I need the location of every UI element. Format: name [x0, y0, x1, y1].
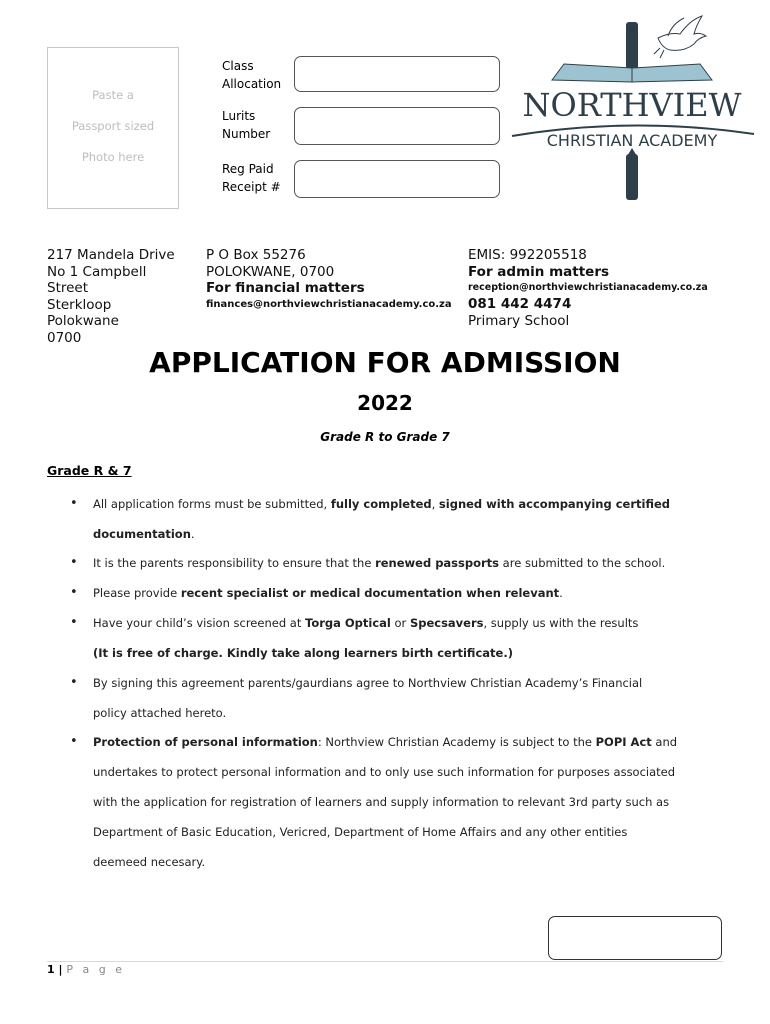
photo-placeholder [47, 47, 179, 209]
footer-divider [47, 961, 723, 962]
application-year: 2022 [357, 391, 413, 415]
photo-text-line: Paste a [92, 88, 134, 102]
class-allocation-label: Class Allocation [222, 59, 282, 91]
postal-address: P O Box 55276 POLOKWANE, 0700 For financial matters finances@northviewchristianacademy.co.za [206, 247, 452, 313]
logo-emblem-icon [508, 8, 758, 203]
reg-paid-receipt-label: Reg Paid Receipt # [222, 162, 281, 194]
reception-email[interactable]: reception@northviewchristianacademy.co.za [468, 282, 708, 293]
grade-range: Grade R to Grade 7 [320, 430, 450, 444]
lurits-number-label: Lurits Number [222, 109, 271, 141]
photo-text-line: Passport sized [71, 119, 155, 133]
requirements-list: • All application forms must be submitted, fully completed, signed with accompanying certified documentation. • It is the parents responsibility to ensure that the renewed passports are submitted to the school. • Please provide recent specialist or medical documentation when relevant. • Have your child’s vision screened at Torga Optical or Specsavers, supply us with the results (It is free of charge. Kindly take along learners birth certificate.) • By signing this agreement parents/gaurdians agree to Northview Christian Academy’s Financial policy attached hereto. • Protection of personal information: Northview Christian Academy is subject to the POPI Act and undertakes to protect personal information and to only use such information for purposes associated with the application for registration of learners and supply information to relevant 3rd party such as Department of Basic Education, Vericred, Department of Home Affairs and any other entities deemeed necesary. [70, 496, 678, 869]
lurits-number-field[interactable] [294, 107, 500, 145]
page-title: APPLICATION FOR ADMISSION [149, 346, 621, 379]
school-logo [508, 8, 758, 203]
svg-text:NORTHVIEW: NORTHVIEW [522, 86, 742, 124]
initials-box[interactable] [548, 916, 722, 960]
photo-text-line: Photo here [81, 150, 145, 164]
svg-text:CHRISTIAN ACADEMY: CHRISTIAN ACADEMY [546, 131, 718, 150]
reg-paid-receipt-field[interactable] [294, 160, 500, 198]
finances-email[interactable]: finances@northviewchristianacademy.co.za [206, 298, 452, 310]
class-allocation-field[interactable] [294, 56, 500, 92]
contact-info: EMIS: 992205518 For admin matters reception@northviewchristianacademy.co.za 081 442 4474 Primary School [468, 247, 708, 329]
street-address: 217 Mandela Drive No 1 Campbell Street Sterkloop Polokwane 0700 [47, 247, 175, 346]
page-number: 1 | P a g e [47, 963, 125, 976]
section-heading: Grade R & 7 [47, 463, 132, 478]
